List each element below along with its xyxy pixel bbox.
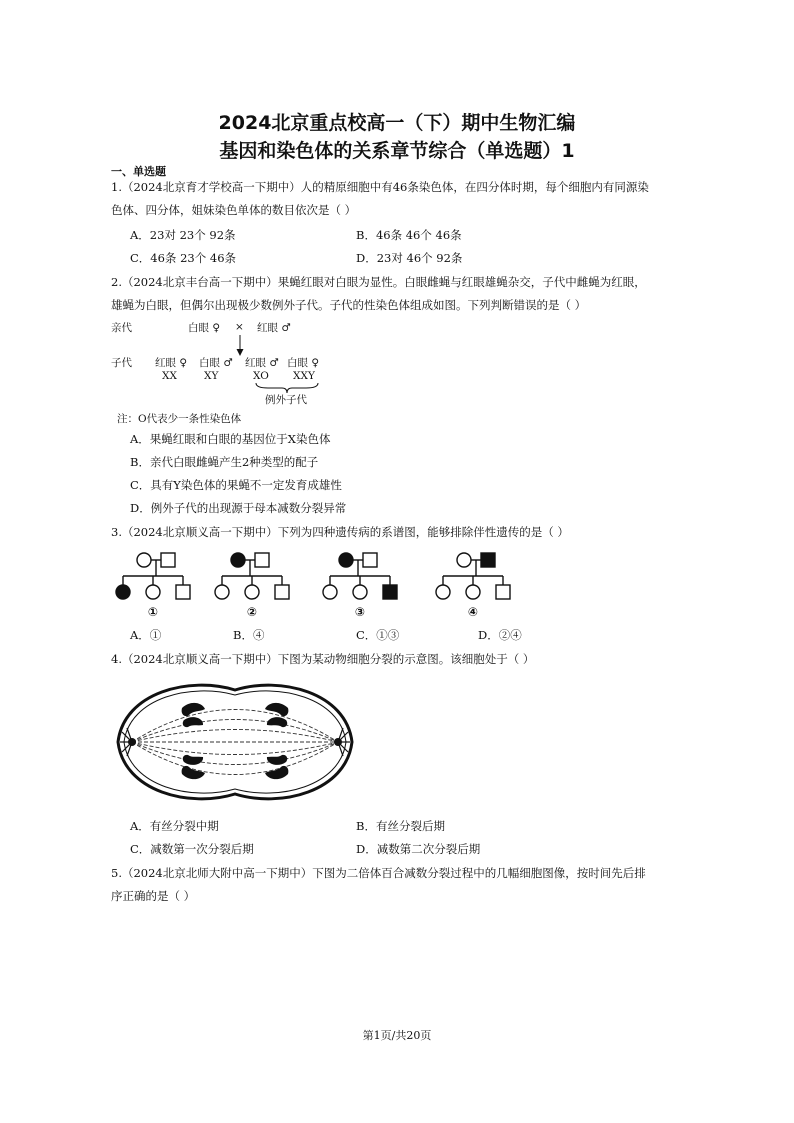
pedigree-label-4: ④ (467, 605, 479, 619)
q1-option-b[interactable]: B．46条 46个 46条 (356, 228, 462, 242)
pedigree-label-3: ③ (354, 605, 366, 619)
q3-stem: 3.（2024北京顺义高一下期中）下列为四种遗传病的系谱图，能够排除伴性遗传的是（ ） (111, 525, 569, 539)
offspring-1-phenotype: 红眼 ♀ (155, 357, 188, 369)
q2-option-c[interactable]: C．具有Y染色体的果蝇不一定发育成雄性 (130, 478, 342, 492)
offspring-2-phenotype: 白眼 ♂ (199, 357, 233, 369)
q1-option-a[interactable]: A．23对 23个 92条 (130, 228, 236, 242)
offspring-label: 子代 (111, 357, 132, 369)
q4-option-b[interactable]: B．有丝分裂后期 (356, 819, 445, 833)
q5-stem-line2: 序正确的是（ ） (111, 889, 196, 903)
q1-stem-line1: 1.（2024北京育才学校高一下期中）人的精原细胞中有46条染色体，在四分体时期，每个细胞内有同源染 (111, 180, 649, 194)
offspring-1-genotype: XX (162, 370, 177, 382)
offspring-3-genotype: XO (253, 370, 269, 382)
q4-option-a[interactable]: A．有丝分裂中期 (130, 819, 219, 833)
parent-female: 白眼 ♀ (188, 322, 221, 334)
q3-option-c[interactable]: C．①③ (356, 628, 400, 642)
offspring-3-phenotype: 红眼 ♂ (245, 357, 279, 369)
q3-option-d[interactable]: D．②④ (478, 628, 522, 642)
q1-stem-line2: 色体、四分体，姐妹染色单体的数目依次是（ ） (111, 203, 357, 217)
q4-option-d[interactable]: D．减数第二次分裂后期 (356, 842, 481, 856)
pedigree-3 (323, 553, 397, 599)
pedigree-2 (215, 553, 289, 599)
page-subtitle: 基因和染色体的关系章节综合（单选题）1 (219, 140, 575, 162)
q4-option-c[interactable]: C．减数第一次分裂后期 (130, 842, 254, 856)
q1-option-c[interactable]: C．46条 23个 46条 (130, 251, 237, 265)
cross-mark: × (235, 321, 244, 333)
parents-label: 亲代 (111, 322, 132, 334)
q5-stem-line1: 5.（2024北京北师大附中高一下期中）下图为二倍体百合减数分裂过程中的几幅细胞图像，按时间先后排 (111, 866, 646, 880)
cell-division-diagram (110, 682, 360, 802)
page-title: 2024北京重点校高一（下）期中生物汇编 (218, 112, 576, 134)
offspring-4-phenotype: 白眼 ♀ (287, 357, 320, 369)
page-number: 第1页/共20页 (362, 1029, 432, 1042)
q1-option-d[interactable]: D．23对 46个 92条 (356, 251, 463, 265)
pedigree-4 (436, 553, 510, 599)
offspring-2-genotype: XY (204, 370, 219, 382)
offspring-4-genotype: XXY (293, 370, 315, 382)
q2-option-a[interactable]: A．果蝇红眼和白眼的基因位于X染色体 (130, 432, 331, 446)
q2-option-b[interactable]: B．亲代白眼雌蝇产生2种类型的配子 (130, 455, 319, 469)
pedigree-label-1: ① (147, 605, 159, 619)
section-heading: 一、单选题 (111, 165, 166, 178)
q2-option-d[interactable]: D．例外子代的出现源于母本减数分裂异常 (130, 501, 347, 515)
q3-option-b[interactable]: B．④ (233, 628, 265, 642)
pedigree-1 (116, 553, 190, 599)
q4-stem: 4.（2024北京顺义高一下期中）下图为某动物细胞分裂的示意图。该细胞处于（ ） (111, 652, 535, 666)
pedigree-label-2: ② (246, 605, 258, 619)
parent-male: 红眼 ♂ (257, 322, 291, 334)
exception-label: 例外子代 (265, 394, 307, 406)
cross-note: 注：O代表少一条性染色体 (117, 413, 242, 425)
pedigree-charts (110, 548, 520, 620)
q3-option-a[interactable]: A．① (130, 628, 162, 642)
q2-stem-line2: 雄蝇为白眼，但偶尔出现极少数例外子代。子代的性染色体组成如图。下列判断错误的是（ ） (111, 298, 587, 312)
q2-stem-line1: 2.（2024北京丰台高一下期中）果蝇红眼对白眼为显性。白眼雌蝇与红眼雄蝇杂交，子代中雌蝇为红眼， (111, 275, 646, 289)
